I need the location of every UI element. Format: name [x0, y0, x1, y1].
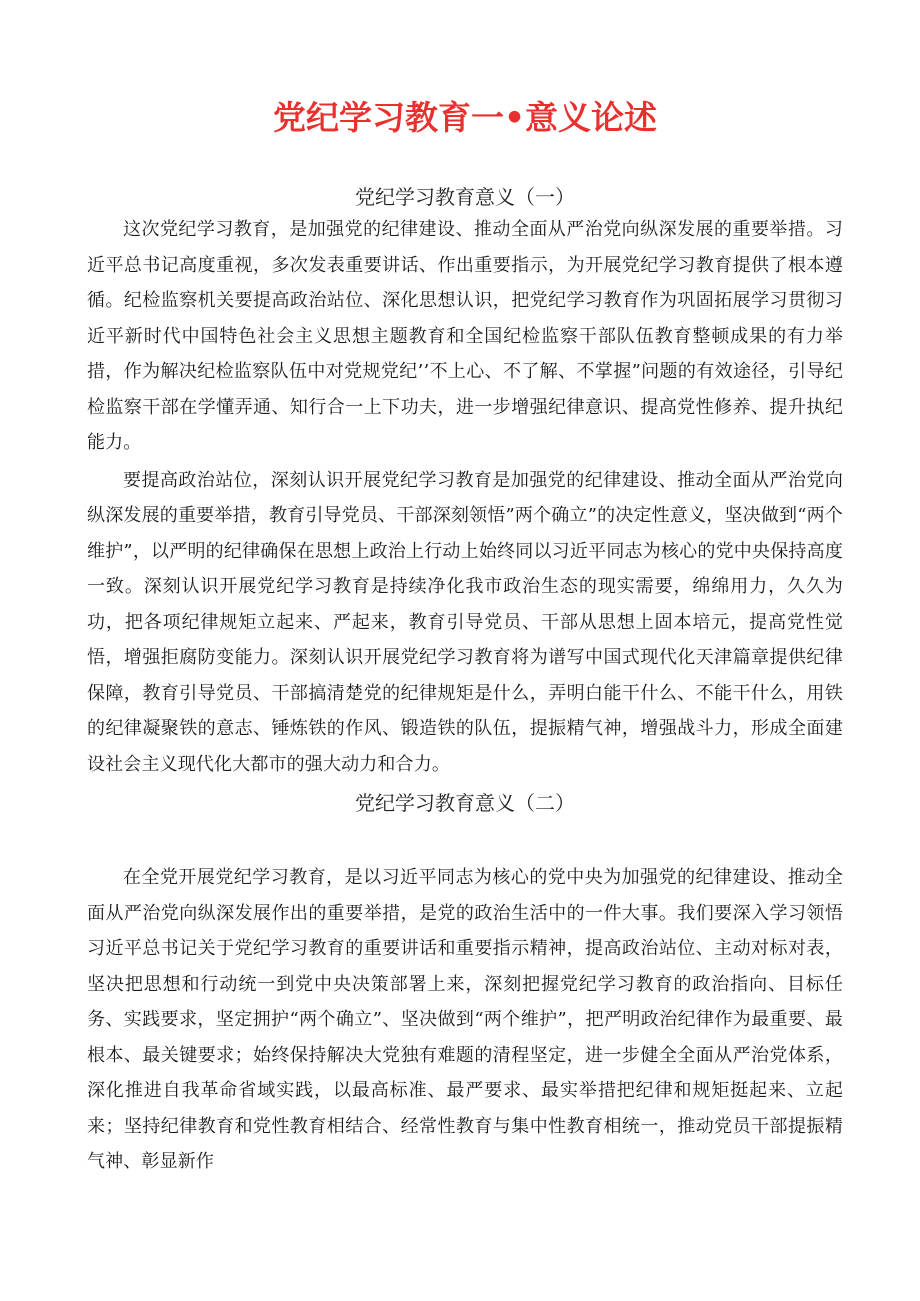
document-title: 党纪学习教育一•意义论述: [272, 98, 658, 137]
paragraph: 这次党纪学习教育，是加强党的纪律建设、推动全面从严治党向纵深发展的重要举措。习近平总书记高度重视，多次发表重要讲话、作出重要指示，为开展党纪学习教育提供了根本遵循。纪检监察机关要提高政治站位、深化思想认识，把党纪学习教育作为巩固拓展学习贯彻习近平新时代中国特色社会主义思想主题教育和全国纪检监察干部队伍教育整顿成果的有力举措，作为解决纪检监察队伍中对党规党纪’’不上心、不了解、不掌握”问题的有效途径，引导纪检监察干部在学懂弄通、知行合一上下功夫，进一步增强纪律意识、提高党性修养、提升执纪能力。: [87, 219, 843, 453]
section-heading: 党纪学习教育意义（一）: [355, 185, 575, 209]
paragraph: 要提高政治站位，深刻认识开展党纪学习教育是加强党的纪律建设、推动全面从严治党向纵深发展的重要举措，教育引导党员、干部深刻领悟”两个确立”的决定性意义，坚决做到“两个维护”，以严明的纪律确保在思想上政治上行动上始终同以习近平同志为核心的党中央保持高度一致。深刻认识开展党纪学习教育是持续净化我市政治生态的现实需要，绵绵用力，久久为功，把各项纪律规矩立起来、严起来，教育引导党员、干部从思想上固本培元，提高党性觉悟，增强拒腐防变能力。深刻认识开展党纪学习教育将为谱写中国式现代化天津篇章提供纪律保障，教育引导党员、干部搞清楚党的纪律规矩是什么，弄明白能干什么、不能干什么，用铁的纪律凝聚铁的意志、锤炼铁的作风、锻造铁的队伍，提振精气神，增强战斗力，形成全面建设社会主义现代化大都市的强大动力和合力。: [87, 469, 843, 775]
document-page: [87, 0, 843, 1180]
section-heading: 党纪学习教育意义（二）: [355, 791, 575, 815]
section-2: [87, 788, 843, 1180]
section-1: [87, 182, 843, 782]
paragraph: 在全党开展党纪学习教育，是以习近平同志为核心的党中央为加强党的纪律建设、推动全面从严治党向纵深发展作出的重要举措，是党的政治生活中的一件大事。我们要深入学习领悟习近平总书记关于党纪学习教育的重要讲话和重要指示精神，提高政治站位、主动对标对表，坚决把思想和行动统一到党中央决策部署上来，深刻把握党纪学习教育的政治指向、目标任务、实践要求，坚定拥护“两个确立”、坚决做到“两个维护”，把严明政治纪律作为最重要、最根本、最关键要求；始终保持解决大党独有难题的清程坚定，进一步健全全面从严治党体系，深化推进自我革命省域实践，以最高标准、最严要求、最实举措把纪律和规矩挺起来、立起来；坚持纪律教育和党性教育相结合、经常性教育与集中性教育相统一，推动党员干部提振精气神、彰显新作: [87, 867, 843, 1172]
